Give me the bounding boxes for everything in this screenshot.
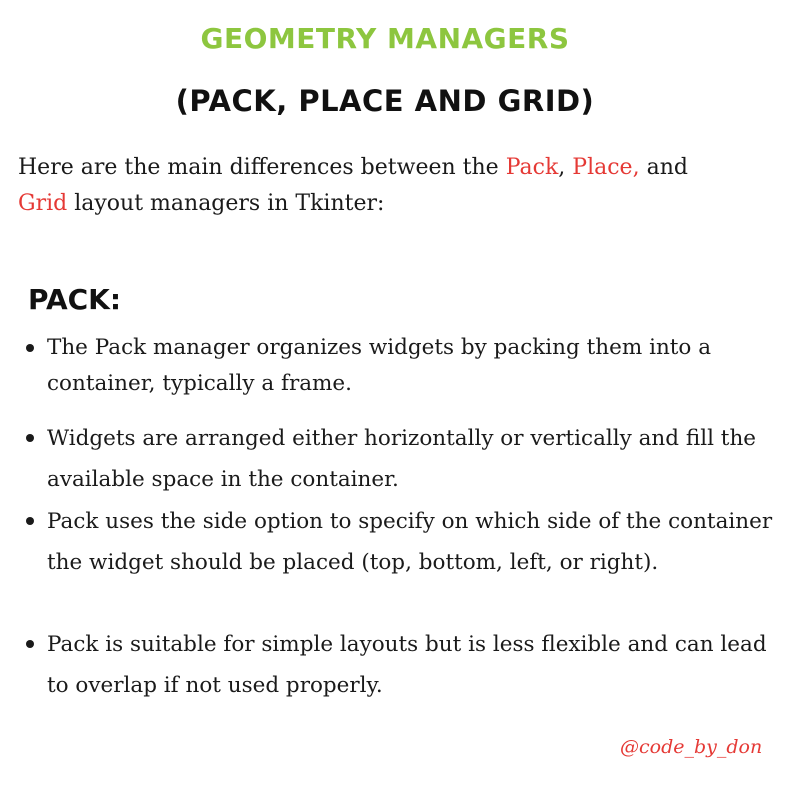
bullet-icon [26,640,34,648]
intro-highlight-pack: Pack [505,155,559,180]
list-item-text: Widgets are arranged either horizontally or vertically and fill the available space in the container. [47,426,757,492]
list-item-text: The Pack manager organizes widgets by packing them into a container, typically a frame. [47,335,712,396]
author-handle: @code_by_don [620,736,763,758]
bullet-icon [26,434,34,442]
page-title: GEOMETRY MANAGERS [200,22,570,55]
list-item-text: Pack is suitable for simple layouts but is less flexible and can lead to overlap if not used properly. [47,632,767,698]
page-subtitle: (PACK, PLACE AND GRID) [175,84,595,118]
bullet-icon [26,517,34,525]
bullet-icon [26,344,34,352]
intro-highlight-place: Place, [572,155,640,180]
list-item [22,624,782,706]
intro-separator: , [558,155,573,180]
list-item [22,501,782,583]
list-item [22,330,782,402]
intro-text-3: layout managers in Tkinter: [67,191,385,216]
intro-highlight-grid: Grid [18,191,68,216]
intro-text-2: and [639,155,688,180]
list-item-text: Pack uses the side option to specify on which side of the container the widget should be placed (top, bottom, left, or right). [47,509,773,575]
intro-text-1: Here are the main differences between the [18,155,506,180]
section-heading: PACK: [28,283,122,316]
list-item [22,418,782,500]
